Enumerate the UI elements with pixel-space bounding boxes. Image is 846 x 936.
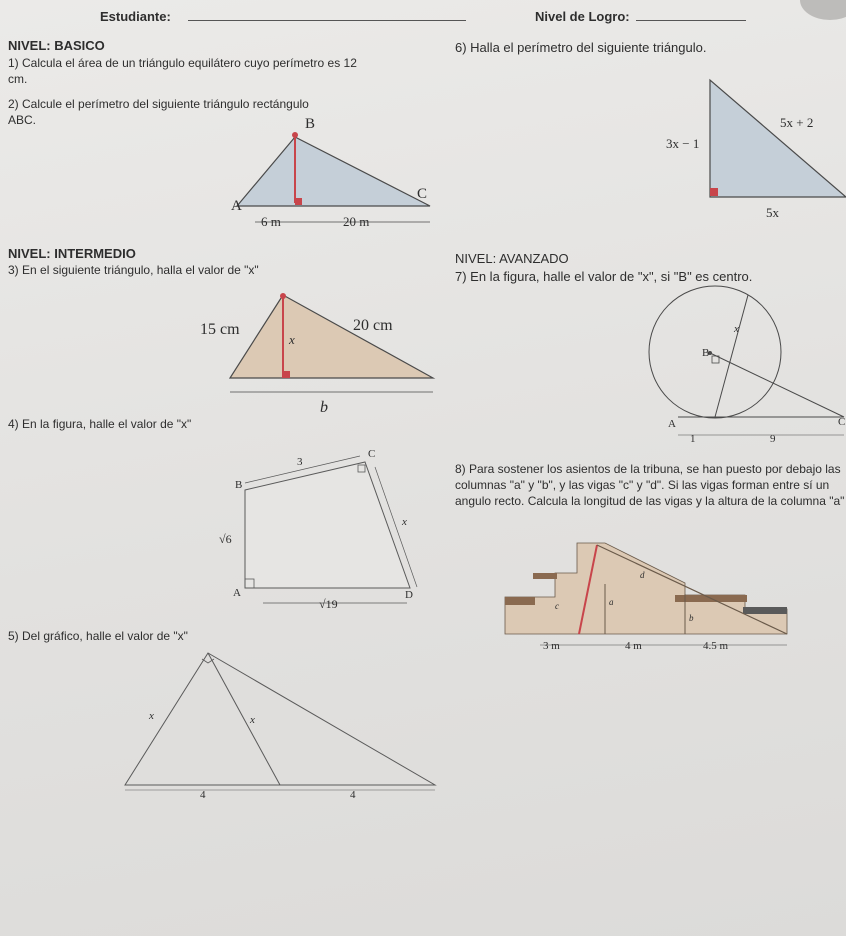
label-c: c xyxy=(555,601,559,611)
student-name-line xyxy=(188,20,466,21)
label-c: C xyxy=(417,186,428,202)
dim-4m: 4 m xyxy=(625,640,642,652)
question-2-cont: ABC. xyxy=(8,113,37,127)
dim-3m: 3 m xyxy=(543,640,560,652)
label-x: x xyxy=(734,323,739,335)
triangle-6 xyxy=(710,80,846,197)
label-sqrt6: √6 xyxy=(219,532,232,546)
diameter xyxy=(715,295,748,417)
label-d: D xyxy=(405,589,413,601)
figure-right-triangle-abc xyxy=(225,110,445,235)
question-8: 8) Para sostener los asientos de la tribuna, se han puesto por debajo las columnas "a" y "b", y las vigas "c" y "d". Si las vigas forman entre sí un angulo recto. Calcula la longitud de las vigas y la altura de la columna "a" xyxy=(455,462,845,508)
label-b: B xyxy=(305,116,316,132)
label-9: 9 xyxy=(770,433,776,445)
label-x2: x xyxy=(250,714,255,726)
question-2: 2) Calcule el perímetro del siguiente triángulo rectángulo xyxy=(8,97,309,111)
dim-20m: 20 m xyxy=(343,214,370,229)
dim-4-5m: 4.5 m xyxy=(703,640,729,652)
intermediate-heading: NIVEL: INTERMEDIO xyxy=(8,246,136,261)
label-b: b xyxy=(320,399,328,416)
level-line xyxy=(636,20,746,21)
figure-triangle-x xyxy=(200,290,438,416)
label-base: 5x xyxy=(766,205,779,220)
label-a: A xyxy=(231,198,242,214)
triangle-3 xyxy=(230,295,433,378)
label-1: 1 xyxy=(690,433,696,445)
question-1: 1) Calcula el área de un triángulo equilátero cuyo perímetro es 12 xyxy=(8,56,357,70)
dim-6m: 6 m xyxy=(261,214,281,229)
side-15cm: 15 cm xyxy=(200,321,240,338)
step-1 xyxy=(505,597,535,605)
right-angle-marker xyxy=(710,188,718,196)
level-label: Nivel de Logro: xyxy=(535,9,630,24)
label-x1: x xyxy=(149,710,154,722)
figure-circle-center-b xyxy=(640,290,846,450)
step-5 xyxy=(743,607,787,614)
triangle-5 xyxy=(125,653,435,785)
label-c: C xyxy=(368,448,376,460)
label-left: 3x − 1 xyxy=(666,136,700,151)
right-angle-marker xyxy=(283,371,290,378)
question-5: 5) Del gráfico, halle el valor de "x" xyxy=(8,629,188,643)
question-7: 7) En la figura, halle el valor de "x", si "B" es centro. xyxy=(455,269,753,284)
student-label: Estudiante: xyxy=(100,9,171,24)
question-1-cont: cm. xyxy=(8,72,28,86)
right-angle-marker xyxy=(295,198,302,205)
tribune-steps xyxy=(505,543,787,634)
question-6: 6) Halla el perímetro del siguiente triángulo. xyxy=(455,40,707,55)
advanced-heading: NIVEL: AVANZADO xyxy=(455,251,569,266)
question-4: 4) En la figura, halle el valor de "x" xyxy=(8,417,192,431)
label-b: B xyxy=(702,347,710,359)
label-x: x xyxy=(402,516,407,528)
figure-tribune xyxy=(505,537,795,657)
label-a: a xyxy=(609,597,614,607)
triangle-abc xyxy=(237,137,430,206)
question-3: 3) En el siguiente triángulo, halla el valor de "x" xyxy=(8,263,259,277)
quadrilateral-abcd xyxy=(245,462,410,588)
figure-triangle-x-4 xyxy=(120,645,440,805)
label-c: C xyxy=(838,416,846,428)
label-b: B xyxy=(235,479,243,491)
vertex-marker xyxy=(292,132,298,138)
label-4a: 4 xyxy=(200,789,206,801)
label-d: d xyxy=(640,570,645,580)
vertex-marker xyxy=(280,293,286,299)
label-x: x xyxy=(289,332,295,347)
basic-heading: NIVEL: BASICO xyxy=(8,38,105,53)
line-bc xyxy=(708,352,844,417)
label-hyp: 5x + 2 xyxy=(780,115,814,130)
label-3: 3 xyxy=(297,456,303,468)
step-2 xyxy=(533,573,557,579)
figure-quadrilateral xyxy=(215,445,435,615)
figure-triangle-perimeter xyxy=(640,75,846,225)
circle xyxy=(649,286,781,418)
label-a: A xyxy=(668,418,676,430)
side-20cm: 20 cm xyxy=(353,317,393,334)
label-4b: 4 xyxy=(350,789,356,801)
label-sqrt19: √19 xyxy=(319,597,338,611)
label-a: A xyxy=(233,587,241,599)
label-b: b xyxy=(689,613,694,623)
